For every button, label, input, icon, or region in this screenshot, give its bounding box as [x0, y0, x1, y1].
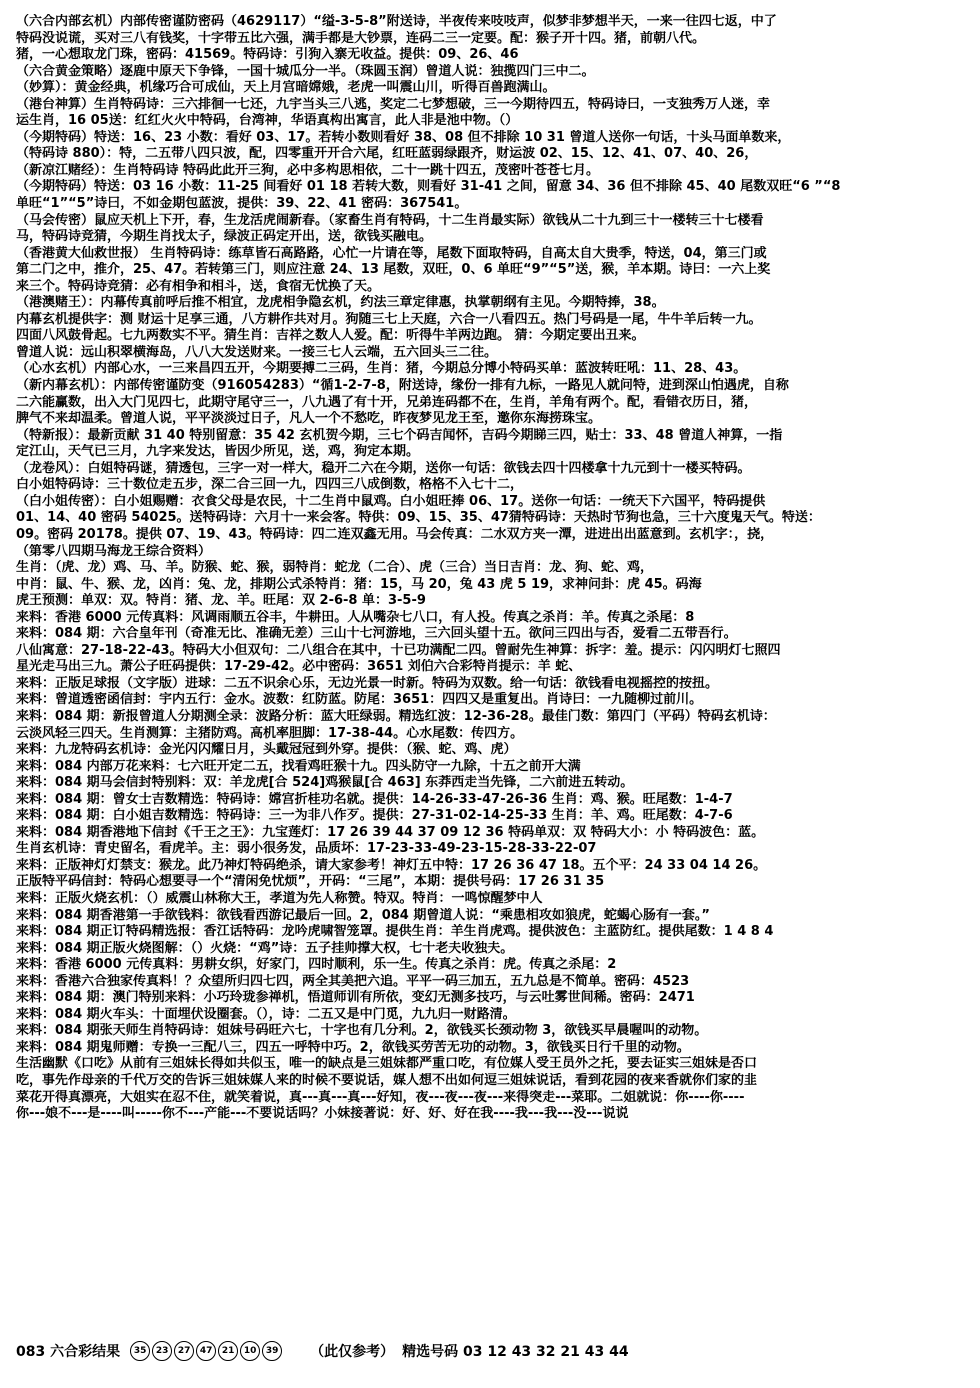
text-line: 来料：香港 6000 元传真料：男耕女织，好家门，四时顺利，乐一生。传真之杀肖：虎。传真之杀尾：2 [16, 957, 617, 973]
text-line: 中肖：鼠、牛、猴、龙，凶肖：兔、龙，排期公式杀特肖：猪：15，马 20，兔 43 虎 5 19，求神问卦：虎 45。码海 [16, 576, 702, 592]
result-ball: 27 [174, 1341, 194, 1361]
text-line: 来料：084 期：澳门特别来料：小巧玲珑参禅机，悟道师训有所依，变幻无测多技巧，与云吐雾世间稀。密码：2471 [16, 990, 695, 1006]
text-line: 白小姐特码诗：三十数位走五步，深二合三回一九，四四三八成倒数，格格不入七十二， [16, 477, 524, 493]
text-line: 曾道人说：远山积翠横海岛，八八大发送财来。一接三七人云端，五六回头三二往。 [16, 344, 498, 360]
text-line: 定江山，天气已三月，九字来发达，皆因少所见，送，鸡，狗定本期。 [16, 444, 420, 460]
text-line: 来料：084 期鬼师赠：专换一三配八三，四五一呼特中巧。2，欲钱买劳苦无功的动物。3，欲钱买日行千里的动物。 [16, 1039, 690, 1055]
document-body [16, 14, 966, 1378]
text-line: 单旺“1”“5”诗曰，不如金期包蓝波，提供：39、22、41 密码：367541。 [16, 196, 468, 212]
text-line: （白小姐传密）：白小姐赐赠：衣食父母是农民，十二生肖中鼠鸡。白小姐旺捧 06、17。送你一句话：一统天下六国平，特码提供 [16, 493, 766, 509]
text-line: 来料：084 期香港第一手欲钱料：欲钱看西游记最后一回。2，084 期曾道人说：“乘患相攻如狼虎，蛇蝎心肠有一套。” [16, 907, 710, 923]
result-label: 083 六合彩结果 [16, 1344, 121, 1360]
text-line: （龙卷风）：白姐特码谜，猜透包，三字一对一样大，稳开二六在今期，送你一句话：欲钱去四十四楼拿十九元到十一楼买特码。 [16, 460, 751, 476]
text-line: （六合黄金策略）逐鹿中原天下争锋，一国十城瓜分一半。（珠圆玉润）曾道人说：独揽四门三中二。 [16, 63, 595, 79]
text-line: 来料：正版足球报（文字版）进球：二五不识余心乐，无边光景一时新。特码为双数。给一句话：欲钱看电视摇控的按扭。 [16, 675, 719, 691]
text-line: （心水玄机）内部心水，一三来昌四五开，今期要搏二三码，生肖：猪，今期总分博小特码买单：蓝波转旺吼：11、28、43。 [16, 361, 747, 377]
text-line: 来料：香港六合独家传真料！？众望所归四七四，两全其美把六追。平平一码三加五，五九总是不简单。密码：4523 [16, 973, 690, 989]
result-ball: 21 [218, 1341, 238, 1361]
text-line: 来料：正版神灯灯禁支：猴龙。此乃神灯特码绝杀，请大家参考！神灯五中特：17 26 36 47 18。五个平：24 33 04 14 26。 [16, 857, 767, 873]
text-line: 来料：084 期香港地下信封《千王之王》：九宝莲灯：17 26 39 44 37 09 12 36 特码单双：双 特码大小：小 特码波色：蓝。 [16, 824, 765, 840]
text-line: （新内幕玄机）：内部传密谨防变（916054283）“循1-2-7-8，附送诗，缘份一排有九标，一路见人就问特，进到深山怕遇虎，自称 [16, 378, 789, 394]
text-line: 四面八风鼓骨起。七九两数实不平。猜生肖：吉祥之数人人爱。配：听得牛羊两边跑。 猜：今期定要出丑来。 [16, 328, 645, 344]
text-line: 来料：084 期火车头：十面埋伏设圈套。（），诗：二五又是中门觅，九九归一财路清。 [16, 1006, 516, 1022]
text-line: 生肖：（虎、龙）鸡、马、羊。防猴、蛇、猴，弱特肖：蛇龙（二合）、虎（三合）当日吉肖：龙、狗、蛇、鸡， [16, 560, 654, 576]
text-line: 来料：084 期正版火烧图解：（）火烧：“鸡”诗：五子挂帅撑大权，七十老夫收独夫。 [16, 940, 514, 956]
text-line: 第二门之中，推介，25、47。若转第三门，则应注意 24、13 尾数，双旺，0、6 单旺“9”“5”送，猴，羊本期。诗曰：一六上奖 [16, 262, 771, 278]
text-line: 来料：084 期张天师生肖特码诗：姐妹号码旺六七，十字也有几分利。2，欲钱买长颈动物 3，欲钱买早晨喔叫的动物。 [16, 1023, 708, 1039]
text-line: 来料：084 期马会信封特别料：双：羊龙虎[合 524]鸡猴鼠[合 463] 东莽西走当先锋，二六前进五转动。 [16, 775, 634, 791]
result-ball: 39 [262, 1341, 282, 1361]
text-line: 云淡风轻三四天。生肖测算：主猪防鸡。高机率胆脚：17-38-44。心水尾数：传四方。 [16, 725, 524, 741]
result-balls [130, 1341, 284, 1361]
result-ball: 35 [130, 1341, 150, 1361]
lottery-result-footer [16, 1338, 966, 1364]
text-line: 生肖玄机诗：青史留名，看虎羊。主：弱小很务发，品质坏：17-23-33-49-23-15-28-33-22-07 [16, 841, 597, 857]
text-line: 马，特码诗竞猜，今期生肖找太子，绿波正码定开出，送，欲钱买融电。 [16, 229, 433, 245]
text-line: 来料：084 内部万花来料：七六旺开定二五，找看鸡旺猴十九。四头防守一九除，十五之前开大满 [16, 758, 581, 774]
text-line: （港澳赌王）：内幕传真前呼后推不相宜，龙虎相争隐玄机，约法三章定律惠，执掌朝纲有主见。今期特捧，38。 [16, 295, 665, 311]
text-line: （马会传密）鼠应天机上下开，春，生龙活虎闹新春。（家畜生肖有特码，十二生肖最实际）欲钱从二十九到三十一楼转三十七楼看 [16, 212, 764, 228]
text-line: 来料：084 期：白小姐吉数精选：特码诗：三一为非八作歹。提供：27-31-02-14-25-33 生肖：羊、鸡。旺尾数：4-7-6 [16, 808, 733, 824]
text-line: 脾气不来却温柔。曾道人说，平平淡淡过日子，凡人一个不愁吃，昨夜梦见龙王至，邀你东海捞珠宝。 [16, 411, 602, 427]
text-line: 你---娘不---是----叫-----你不---产能---不要说话吗？小妹接著说：好、好、好在我----我---我---没---说说 [16, 1106, 629, 1122]
text-line: 正版特平码信封：特码心想要寻一个“清闲免忧烦”，开码：“三尾”，本期：提供号码：17 26 31 35 [16, 874, 605, 890]
text-line: 来料：正版火烧玄机：（）威震山林称大王，孝道为先人称赞。特双。特肖：一鸣惊醒梦中人 [16, 890, 543, 906]
text-line: 来料：084 期：六合皇年刊（奇准无比、准确无差）三山十七河游地，三六回头望十五。欲问三四出与否，爱看二五带吾行。 [16, 626, 737, 642]
text-line: 来料：084 期：曾女士吉数精选：特码诗：嫦宫折桂功名就。提供：14-26-33-47-26-36 生肖：鸡、猴。旺尾数：1-4-7 [16, 791, 733, 807]
result-ball: 47 [196, 1341, 216, 1361]
text-line: 特码没说谎，买对三八有钱奖，十字带五比六强，满手都是大钞票，连码二三一定要。配：猴子开十四。猪，前朝八代。 [16, 30, 706, 46]
text-line: 二六能赢数，出入大门见四七，此期守尾守三一，八九遇了有十开，兄弟连码都不在，生肖，羊角有两个。配，看错衣历日，猪， [16, 394, 758, 410]
text-line: 内幕玄机提供字：测 财运十足享三通，八方耕作共对月。狗随三七上天庭，六合一八看四五。热门号码是一尾，牛牛羊后转一九。 [16, 311, 762, 327]
text-line: 来料：曾道透密函信封：宇内五行：金水。波数：红防蓝。防尾：3651：四四又是重复出。肖诗曰：一九随柳过前川。 [16, 692, 703, 708]
text-line: 来三个。特码诗竞猜：必有相争和相斗，送，食宿无忧换了天。 [16, 278, 381, 294]
reference-note: （此仅参考） [310, 1344, 395, 1360]
text-line: 八仙寓意：27-18-22-43。特码大小但双句：二八组合在其中，十已功满配二四。曾耐先生神算：拆字：羞。提示：闪闪明灯七照四 [16, 642, 781, 658]
text-line: 虎王预测：单双：双。特肖：猪、龙、羊。旺尾：双 2-6-8 单：3-5-9 [16, 593, 426, 609]
selected-numbers: 精选号码 03 12 43 32 21 43 44 [402, 1344, 629, 1360]
text-line: 01、14、40 密码 54025。送特码诗：六月十一来会客。特供：09、15、35、47猜特码诗：天热时节狗也急，三十六度鬼天气。特送： [16, 510, 821, 526]
text-line: （港台神算）生肖特码诗：三六排徊一七还，九宇当头三八逃，奖定二七梦想破，三一今期待四五，特码诗曰，一支独秀万人迷，幸 [16, 96, 771, 112]
text-line: （新凉江赌经）：生肖特码诗 特码此此开三狗，必中多构思相依，二十一跳十四五，茂密叶苍苍七月。 [16, 162, 600, 178]
text-line: （妙算）：黄金经典，机缘巧合可成仙，天上月宫暗嫦娥，老虎一叫震山川，听得百兽跑满山。 [16, 80, 556, 96]
text-line: 星光走马出三九。萧公子旺码提供：17-29-42。必中密码：3651 刘伯六合彩特肖提示：羊 蛇、 [16, 659, 582, 675]
text-line: （香港黄大仙救世报） 生肖特码诗：练草皆石高路路，心忙一片请在等，尾数下面取特码，自高太自大贵季，特送，04，第三门或 [16, 245, 767, 261]
text-line: （特码诗 880）：特，二五带八四只波，配，四零重开开合六尾，红旺蓝弱绿跟齐，财运波 02、15、12、41、07、40、26， [16, 146, 758, 162]
text-line: 09。密码 20178。提供 07、19、43。特码诗：四二连双鑫无用。马会传真：二水双方夹一潭，进进出出蓝意到。玄机字：，挠， [16, 526, 774, 542]
text-line: 来料：九龙特码玄机诗：金光闪闪耀日月，头戴冠冠到外穿。提供：（猴、蛇、鸡、虎） [16, 742, 517, 758]
text-line: 来料：香港 6000 元传真料：风调雨顺五谷丰，牛耕田。人从嘴杂七八口，有人投。传真之杀肖：羊。传真之杀尾：8 [16, 609, 695, 625]
text-line: 菜花开得真漂亮，大姐实在忍不住，就笑着说，真---真---真---好知，夜---夜---夜---来得突走---菜耶。二姐就说：你----你---- [16, 1089, 745, 1105]
text-line: 来料：084 期：新报曾道人分期测全录：波路分析：蓝大旺绿弱。精选红波：12-36-28。最佳门数：第四门（平码）特码玄机诗： [16, 708, 776, 724]
result-ball: 23 [152, 1341, 172, 1361]
text-line: （特新报）：最新贡献 31 40 特别留意：35 42 玄机贺今期，三七个码吉闻怀，吉码今期睇三四，贴士：33、48 曾道人神算，一指 [16, 427, 783, 443]
text-line: 猪，一心想取龙门珠，密码：41569。特码诗：引狗入寨无收益。提供：09、26、46 [16, 47, 519, 63]
text-line: 运生肖，16 05送：红红火火中特码，台湾神，华语真构出寓言，此人非是池中物。（） [16, 113, 519, 129]
text-line: 吃，事先作母亲的千代万交的告诉三姐妹媒人来的时候不要说话，媒人想不出如何逗三姐妹说话，看到花园的夜来香就你们家的韭 [16, 1073, 758, 1088]
text-line: （今期特码）特送：16、23 小数：看好 03、17。若转小数则看好 38、08 但不排除 10 31 曾道人送你一句话，十头马面单数来， [16, 129, 791, 145]
text-line: （六合内部玄机）内部传密谨防密码（4629117）“缢-3-5-8”附送诗，半夜传来吱吱声，似梦非梦想半天，一来一往四七返，中了 [16, 14, 777, 29]
text-line: （第零八四期马海龙王综合资料） [16, 543, 212, 559]
text-line: 生活幽默《口吃》从前有三姐妹长得如共似玉，唯一的缺点是三姐妹都严重口吃，有位媒人受王员外之托，要去证实三姐妹是否口 [16, 1056, 758, 1072]
result-ball: 10 [240, 1341, 260, 1361]
text-line: （今期特码）特送：03 16 小数：11-25 间看好 01 18 若转大数，则看好 31-41 之间，留意 34、36 但不排除 45、40 尾数双旺“6 ”“8 [16, 179, 841, 195]
text-line: 来料：084 期正订特码精选报：香江话特码：龙吟虎啸智笼罩。提供生肖：羊生肖虎鸡。提供波色：主蓝防红。提供尾数：1 4 8 4 [16, 924, 774, 940]
